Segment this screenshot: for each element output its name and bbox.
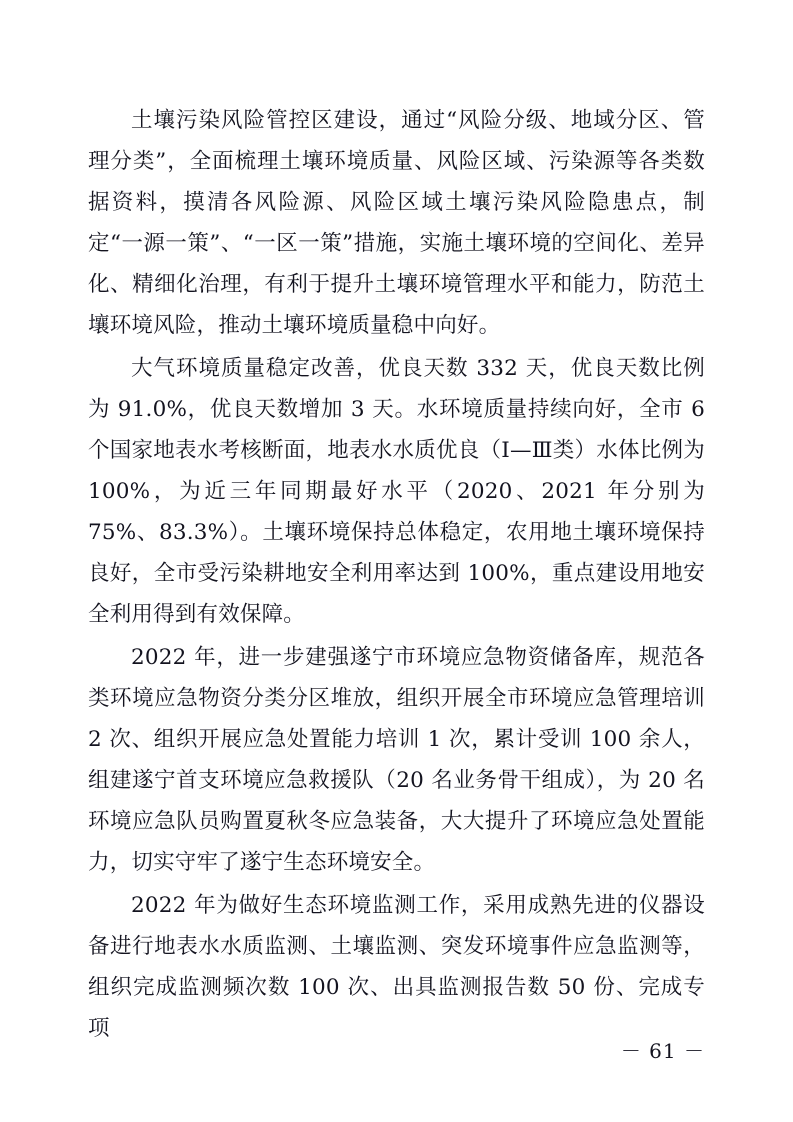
- paragraph-3: 2022 年，进一步建强遂宁市环境应急物资储备库，规范各类环境应急物资分类分区堆放，组织开展全市环境应急管理培训 2 次、组织开展应急处置能力培训 1 次，累计受训 100 余人，组建遂宁首支环境应急救援队（20 名业务骨干组成），为 20 名环境应急队员购置夏秋冬应急装备，大大提升了环境应急处置能力，切实守牢了遂宁生态环境安全。: [88, 645, 705, 875]
- page-body: [88, 100, 705, 1049]
- paragraph-1: 土壤污染风险管控区建设，通过“风险分级、地域分区、管理分类”，全面梳理土壤环境质量、风险区域、污染源等各类数据资料，摸清各风险源、风险区域土壤污染风险隐患点，制定“一源一策”、“一区一策”措施，实施土壤环境的空间化、差异化、精细化治理，有利于提升土壤环境管理水平和能力，防范土壤环境风险，推动土壤环境质量稳中向好。: [88, 108, 705, 338]
- paragraph-4: 2022 年为做好生态环境监测工作，采用成熟先进的仪器设备进行地表水水质监测、土壤监测、突发环境事件应急监测等，组织完成监测频次数 100 次、出具监测报告数 50 份、完成专项: [88, 893, 705, 1041]
- paragraph-2: 大气环境质量稳定改善，优良天数 332 天，优良天数比例为 91.0%，优良天数增加 3 天。水环境质量持续向好，全市 6 个国家地表水考核断面，地表水水质优良（Ⅰ—Ⅲ类）水体比例为 100%，为近三年同期最好水平（2020、2021 年分别为 75%、83.3%）。土壤环境保持总体稳定，农用地土壤环境保持良好，全市受污染耕地安全利用率达到 100%，重点建设用地安全利用得到有效保障。: [88, 356, 705, 627]
- page-number: － 61 －: [620, 1039, 705, 1063]
